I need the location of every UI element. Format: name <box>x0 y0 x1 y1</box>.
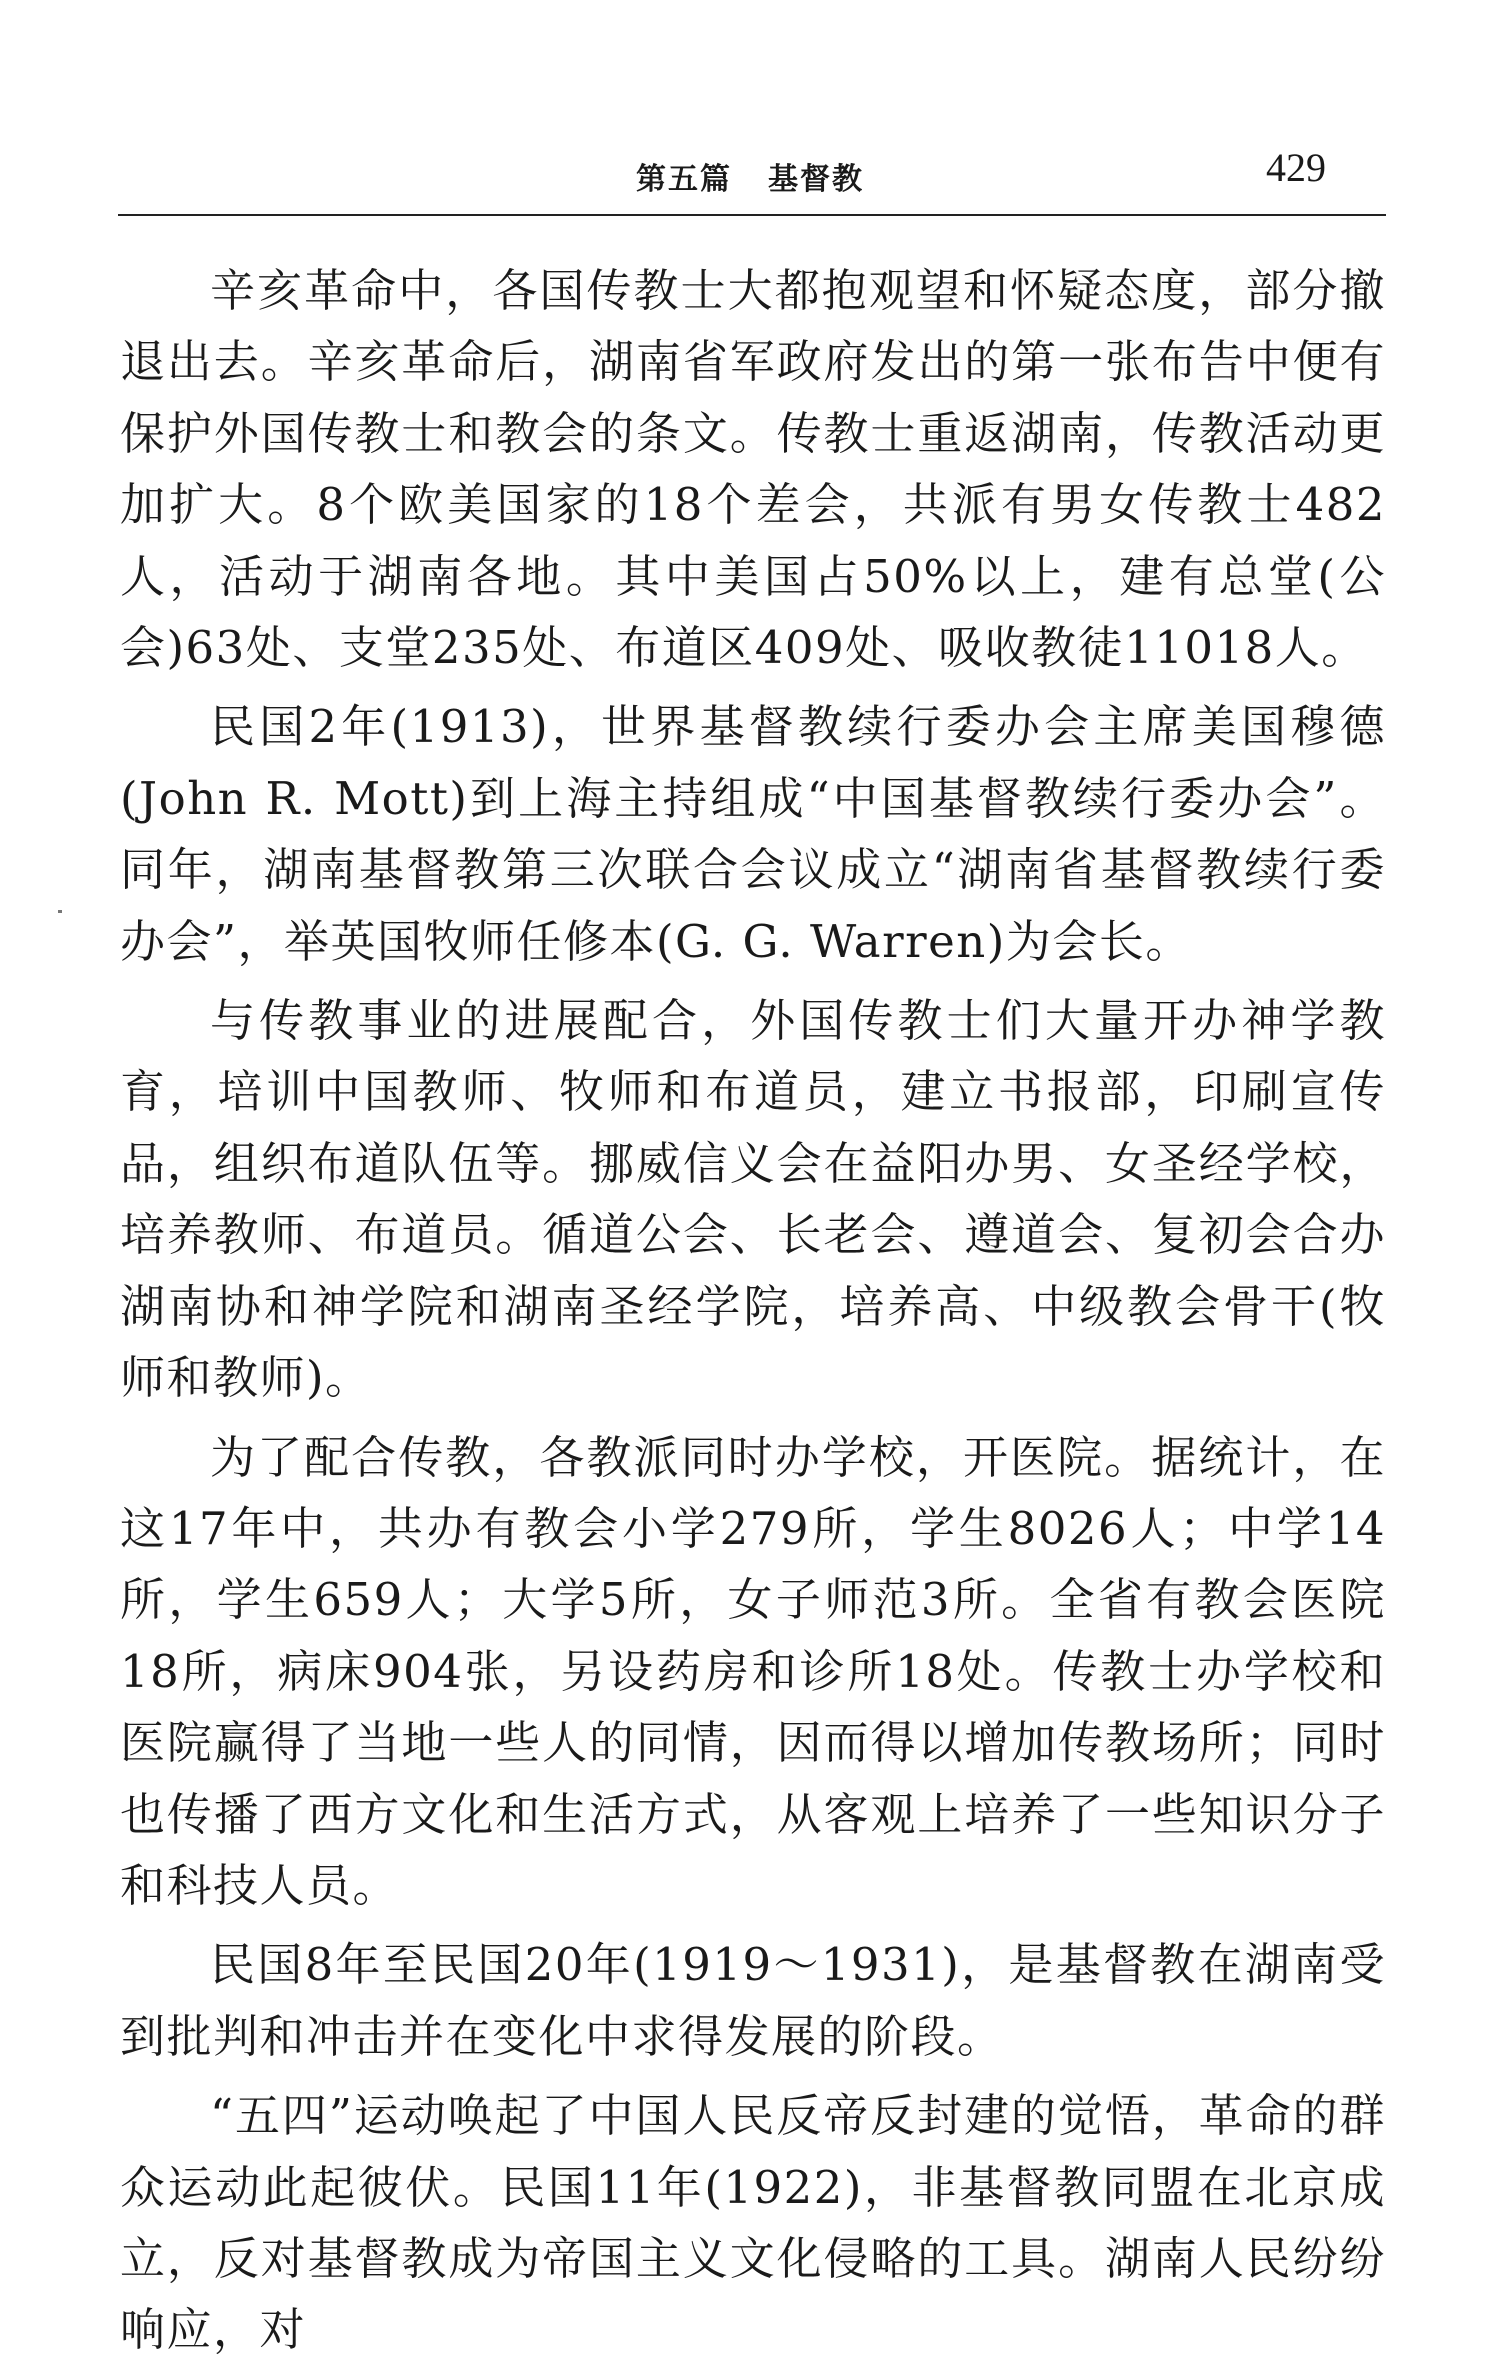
scan-speck <box>58 910 62 913</box>
section-title <box>636 154 864 198</box>
part-label: 第五篇 <box>636 162 732 197</box>
paragraph: “五四”运动唤起了中国人民反帝反封建的觉悟，革命的群众运动此起彼伏。民国11年(1922)，非基督教同盟在北京成立，反对基督教成为帝国主义文化侵略的工具。湖南人民纷纷响应，对 <box>120 2089 1386 2357</box>
chapter-label: 基督教 <box>768 162 864 197</box>
running-header <box>118 140 1386 216</box>
paragraph: 民国2年(1913)，世界基督教续行委办会主席美国穆德(John R. Mott)到上海主持组成“中国基督教续行委办会”。同年，湖南基督教第三次联合会议成立“湖南省基督教续行委办会”，举英国牧师任修本(G. G. Warren)为会长。 <box>120 700 1386 968</box>
body-text <box>120 255 1386 2374</box>
paragraph: 与传教事业的进展配合，外国传教士们大量开办神学教育，培训中国教师、牧师和布道员，建立书报部，印刷宣传品，组织布道队伍等。挪威信义会在益阳办男、女圣经学校，培养教师、布道员。循道公会、长老会、遵道会、复初会合办湖南协和神学院和湖南圣经学院，培养高、中级教会骨干(牧师和教师)。 <box>120 994 1386 1405</box>
paragraph: 民国8年至民国20年(1919～1931)，是基督教在湖南受到批判和冲击并在变化中求得发展的阶段。 <box>120 1938 1386 2063</box>
page-number: 429 <box>1266 145 1326 190</box>
paragraph: 为了配合传教，各教派同时办学校，开医院。据统计，在这17年中，共办有教会小学279所，学生8026人；中学14所，学生659人；大学5所，女子师范3所。全省有教会医院18所，病床904张，另设药房和诊所18处。传教士办学校和医院赢得了当地一些人的同情，因而得以增加传教场所；同时也传播了西方文化和生活方式，从客观上培养了一些知识分子和科技人员。 <box>120 1430 1386 1912</box>
paragraph: 辛亥革命中，各国传教士大都抱观望和怀疑态度，部分撤退出去。辛亥革命后，湖南省军政府发出的第一张布告中便有保护外国传教士和教会的条文。传教士重返湖南，传教活动更加扩大。8个欧美国家的18个差会，共派有男女传教士482人，活动于湖南各地。其中美国占50%以上，建有总堂(公会)63处、支堂235处、布道区409处、吸收教徒11018人。 <box>120 264 1386 675</box>
